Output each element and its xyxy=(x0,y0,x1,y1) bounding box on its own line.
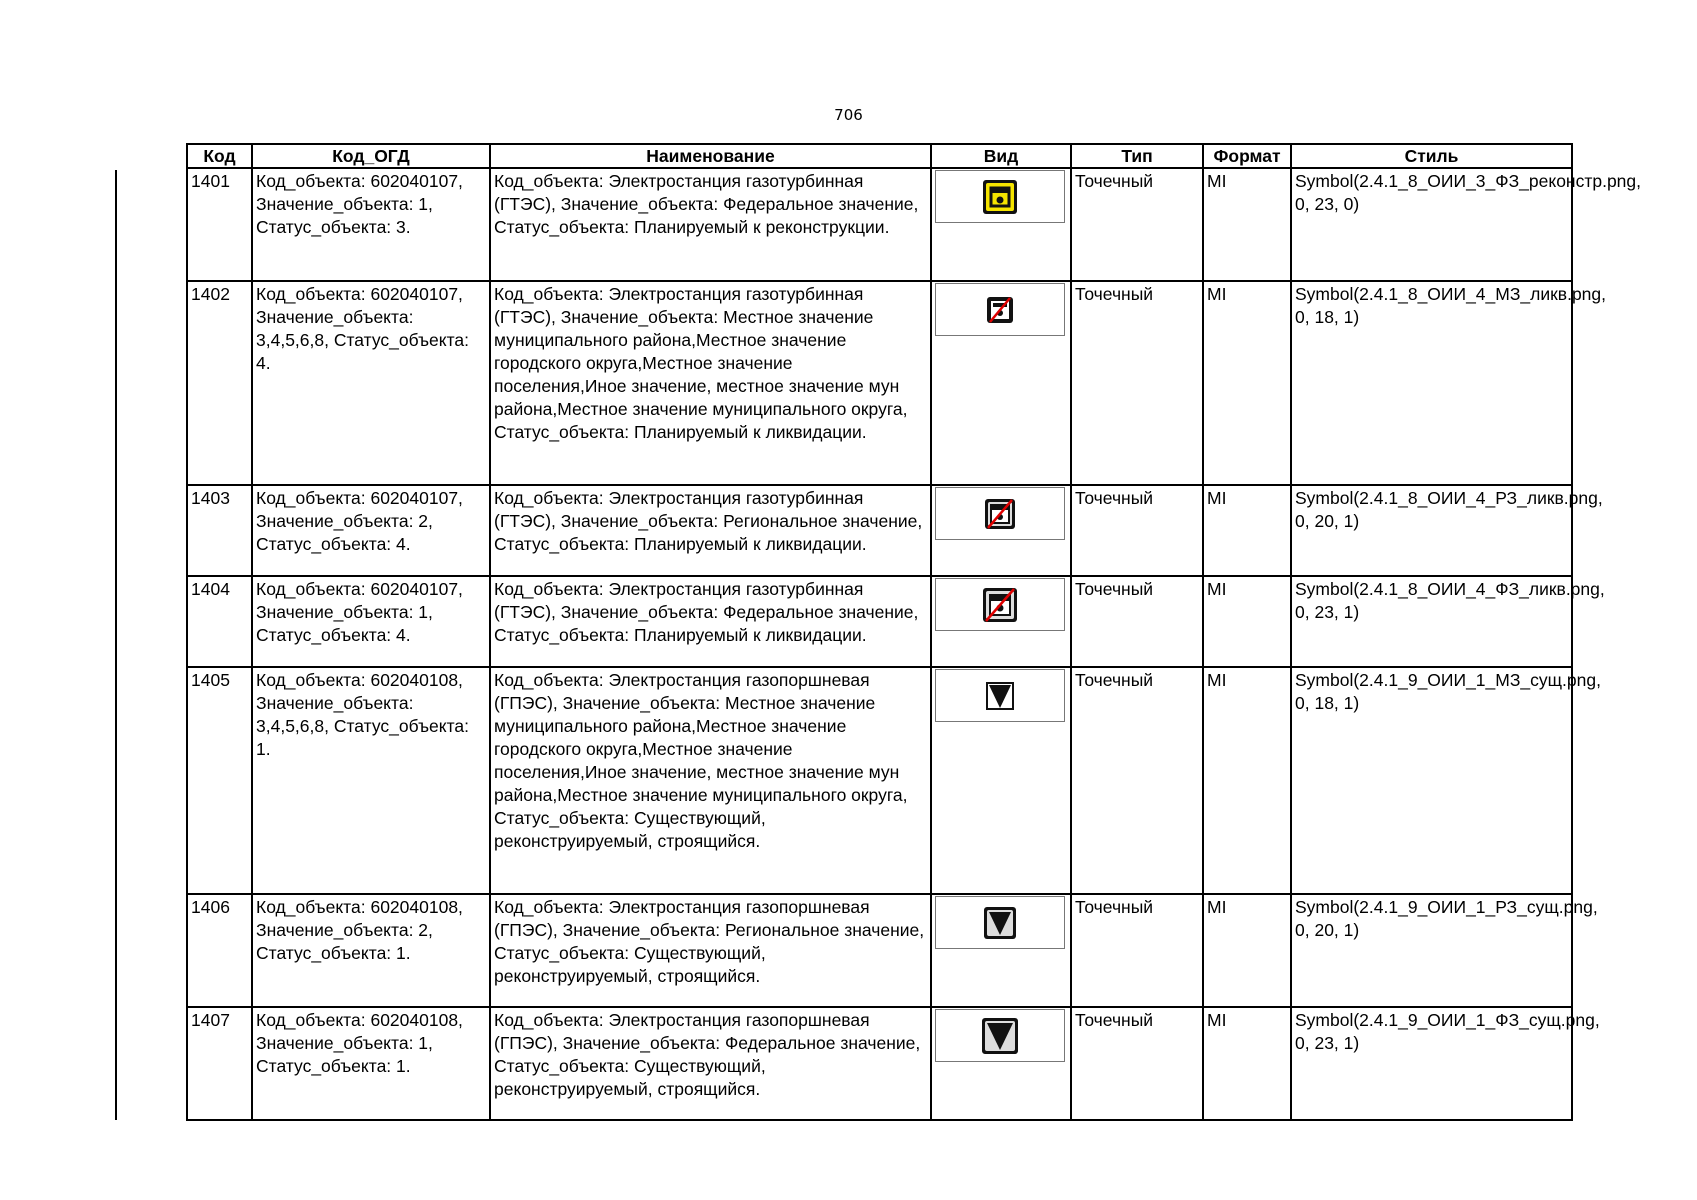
cell-format: MI xyxy=(1203,168,1291,281)
cell-ogd: Код_объекта: 602040107, Значение_объекта: 1, Статус_объекта: 4. xyxy=(252,576,490,667)
cell-code: 1407 xyxy=(187,1007,252,1120)
table-row xyxy=(187,485,1572,576)
table-row xyxy=(187,281,1572,485)
table-row xyxy=(187,1007,1572,1120)
cell-view xyxy=(931,485,1071,576)
margin-bar xyxy=(115,170,117,1120)
cell-type: Точечный xyxy=(1071,168,1203,281)
cell-name: Код_объекта: Электростанция газотурбинная (ГТЭС), Значение_объекта: Федеральное значение, Статус_объекта: Планируемый к реконструкции. xyxy=(490,168,931,281)
cell-code: 1404 xyxy=(187,576,252,667)
cell-style: Symbol(2.4.1_9_ОИИ_1_ФЗ_сущ.png, 0, 23, 1) xyxy=(1291,1007,1572,1120)
yellow-square-power-plant-icon xyxy=(982,179,1018,215)
cell-name: Код_объекта: Электростанция газотурбинная (ГТЭС), Значение_объекта: Местное значение муниципального района,Местное значение городского округа,Местное значение поселения,Иное значение, местное значение мун района,Местное значение муниципального округа, Статус_объекта: Планируемый к ликвидации. xyxy=(490,281,931,485)
cell-view xyxy=(931,281,1071,485)
cell-format: MI xyxy=(1203,485,1291,576)
header-type: Тип xyxy=(1071,144,1203,168)
table-row xyxy=(187,894,1572,1007)
icon-frame xyxy=(935,170,1065,223)
cell-ogd: Код_объекта: 602040108, Значение_объекта: 3,4,5,6,8, Статус_объекта: 1. xyxy=(252,667,490,894)
header-style: Стиль xyxy=(1291,144,1572,168)
cell-view xyxy=(931,667,1071,894)
table-row xyxy=(187,168,1572,281)
icon-frame xyxy=(935,283,1065,336)
cell-style: Symbol(2.4.1_8_ОИИ_4_РЗ_ликв.png, 0, 20, 1) xyxy=(1291,485,1572,576)
crossed-square-small-icon xyxy=(986,296,1014,324)
cell-name: Код_объекта: Электростанция газопоршневая (ГПЭС), Значение_объекта: Местное значение муниципального района,Местное значение городского округа,Местное значение поселения,Иное значение, местное значение мун района,Местное значение муниципального округа, Статус_объекта: Существующий, реконструируемый, строящийся. xyxy=(490,667,931,894)
triangle-medium-icon xyxy=(983,906,1017,940)
icon-frame xyxy=(935,578,1065,631)
cell-type: Точечный xyxy=(1071,667,1203,894)
cell-style: Symbol(2.4.1_8_ОИИ_3_ФЗ_реконстр.png, 0, 23, 0) xyxy=(1291,168,1572,281)
cell-view xyxy=(931,576,1071,667)
cell-code: 1403 xyxy=(187,485,252,576)
icon-frame xyxy=(935,896,1065,949)
page-number: 706 xyxy=(834,106,863,124)
cell-ogd: Код_объекта: 602040107, Значение_объекта: 1, Статус_объекта: 3. xyxy=(252,168,490,281)
cell-type: Точечный xyxy=(1071,281,1203,485)
icon-frame xyxy=(935,487,1065,540)
table-row xyxy=(187,576,1572,667)
cell-ogd: Код_объекта: 602040107, Значение_объекта: 3,4,5,6,8, Статус_объекта: 4. xyxy=(252,281,490,485)
header-ogd: Код_ОГД xyxy=(252,144,490,168)
cell-format: MI xyxy=(1203,576,1291,667)
cell-ogd: Код_объекта: 602040108, Значение_объекта: 2, Статус_объекта: 1. xyxy=(252,894,490,1007)
cell-name: Код_объекта: Электростанция газотурбинная (ГТЭС), Значение_объекта: Федеральное значение, Статус_объекта: Планируемый к ликвидации. xyxy=(490,576,931,667)
cell-style: Symbol(2.4.1_9_ОИИ_1_РЗ_сущ.png, 0, 20, 1) xyxy=(1291,894,1572,1007)
cell-name: Код_объекта: Электростанция газопоршневая (ГПЭС), Значение_объекта: Федеральное значение, Статус_объекта: Существующий, реконструируемый, строящийся. xyxy=(490,1007,931,1120)
header-name: Наименование xyxy=(490,144,931,168)
cell-ogd: Код_объекта: 602040108, Значение_объекта: 1, Статус_объекта: 1. xyxy=(252,1007,490,1120)
crossed-square-medium-icon xyxy=(984,498,1016,530)
cell-type: Точечный xyxy=(1071,1007,1203,1120)
cell-style: Symbol(2.4.1_8_ОИИ_4_ФЗ_ликв.png, 0, 23, 1) xyxy=(1291,576,1572,667)
crossed-square-large-icon xyxy=(982,587,1018,623)
icon-frame xyxy=(935,1009,1065,1062)
triangle-large-icon xyxy=(981,1017,1019,1055)
triangle-small-icon xyxy=(985,681,1015,711)
cell-format: MI xyxy=(1203,281,1291,485)
cell-style: Symbol(2.4.1_8_ОИИ_4_МЗ_ликв.png, 0, 18, 1) xyxy=(1291,281,1572,485)
header-code: Код xyxy=(187,144,252,168)
symbol-table xyxy=(186,143,1642,1121)
cell-name: Код_объекта: Электростанция газотурбинная (ГТЭС), Значение_объекта: Региональное значение, Статус_объекта: Планируемый к ликвидации. xyxy=(490,485,931,576)
cell-code: 1406 xyxy=(187,894,252,1007)
table-header-row xyxy=(187,144,1572,168)
cell-name: Код_объекта: Электростанция газопоршневая (ГПЭС), Значение_объекта: Региональное значение, Статус_объекта: Существующий, реконструируемый, строящийся. xyxy=(490,894,931,1007)
header-view: Вид xyxy=(931,144,1071,168)
cell-view xyxy=(931,1007,1071,1120)
cell-format: MI xyxy=(1203,1007,1291,1120)
cell-type: Точечный xyxy=(1071,576,1203,667)
cell-style: Symbol(2.4.1_9_ОИИ_1_МЗ_сущ.png, 0, 18, 1) xyxy=(1291,667,1572,894)
cell-code: 1402 xyxy=(187,281,252,485)
cell-ogd: Код_объекта: 602040107, Значение_объекта: 2, Статус_объекта: 4. xyxy=(252,485,490,576)
cell-code: 1401 xyxy=(187,168,252,281)
cell-view xyxy=(931,894,1071,1007)
cell-code: 1405 xyxy=(187,667,252,894)
cell-type: Точечный xyxy=(1071,894,1203,1007)
icon-frame xyxy=(935,669,1065,722)
cell-format: MI xyxy=(1203,667,1291,894)
header-format: Формат xyxy=(1203,144,1291,168)
cell-view xyxy=(931,168,1071,281)
cell-format: MI xyxy=(1203,894,1291,1007)
cell-type: Точечный xyxy=(1071,485,1203,576)
table-row xyxy=(187,667,1572,894)
